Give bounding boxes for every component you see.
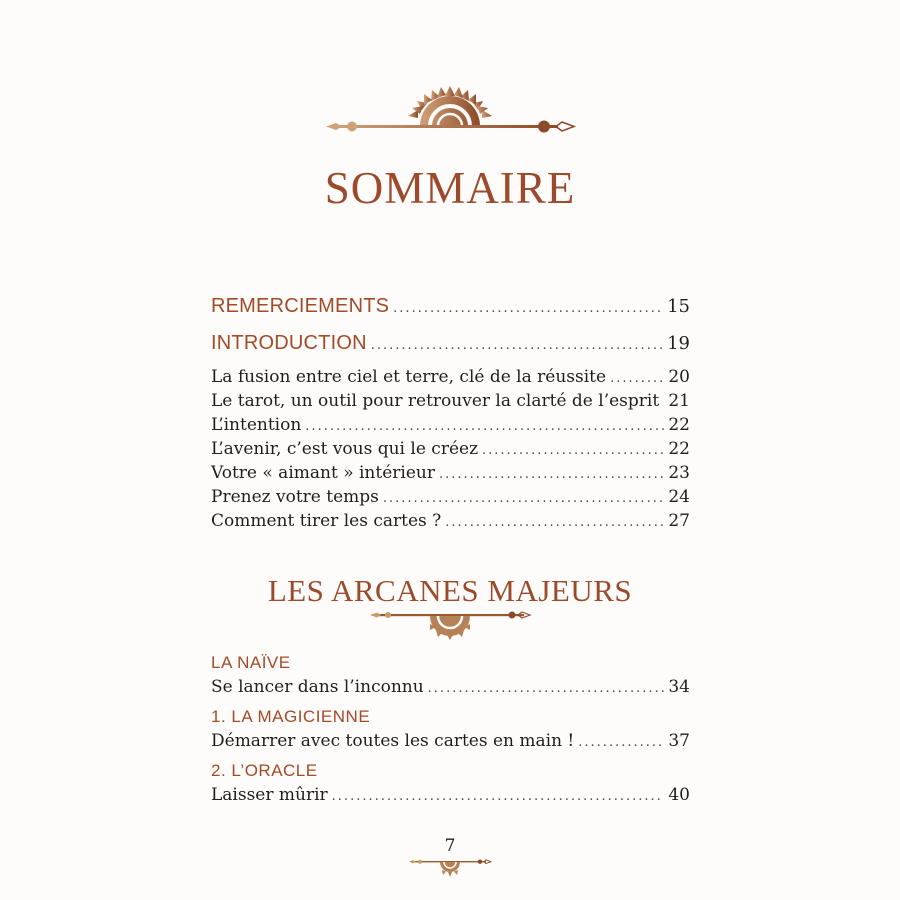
toc-intro-block <box>211 294 690 318</box>
page-number: 27 <box>668 511 690 531</box>
sun-ornament-icon <box>368 606 532 642</box>
toc-entry[interactable] <box>211 413 690 437</box>
toc-entry-introduction[interactable] <box>211 331 690 355</box>
toc-introduction-block <box>211 331 690 533</box>
toc-entry-label: La fusion entre ciel et terre, clé de la réussite <box>211 367 607 387</box>
section-title: LES ARCANES MAJEURS <box>267 573 633 608</box>
page-folio: 7 <box>444 836 456 856</box>
toc-heading-label: REMERCIEMENTS <box>211 295 390 317</box>
toc-entry-label: L’avenir, c’est vous qui le créez <box>211 439 479 459</box>
leader-dots <box>305 415 664 439</box>
toc-entry-label: Se lancer dans l’inconnu <box>211 677 424 697</box>
page-number: 20 <box>668 367 690 387</box>
page-number: 37 <box>668 731 690 751</box>
toc-entry-label: Prenez votre temps <box>211 487 379 507</box>
toc-entry[interactable] <box>211 729 690 753</box>
leader-dots <box>610 367 664 391</box>
toc-entry[interactable] <box>211 365 690 389</box>
toc-entry[interactable] <box>211 437 690 461</box>
page-number: 23 <box>668 463 690 483</box>
toc-entry-label: Le tarot, un outil pour retrouver la clarté de l’esprit <box>211 391 660 411</box>
folio-ornament-icon <box>408 856 492 878</box>
toc-entry-label: L’intention <box>211 415 302 435</box>
toc-entry-remerciements[interactable] <box>211 294 690 318</box>
leader-dots <box>578 731 664 755</box>
toc-heading-label: INTRODUCTION <box>211 332 367 354</box>
page-number: 24 <box>668 487 690 507</box>
page-number: 21 <box>668 391 690 411</box>
toc-entry-label: Laisser mûrir <box>211 785 328 805</box>
arcane-heading[interactable]: LA NAÏVE <box>211 653 291 672</box>
page-number: 40 <box>668 785 690 805</box>
leader-dots <box>428 677 664 701</box>
arcane-heading[interactable]: 1. LA MAGICIENNE <box>211 707 371 726</box>
toc-entry[interactable] <box>211 675 690 699</box>
sun-ornament-icon <box>322 82 578 138</box>
leader-dots <box>332 785 664 809</box>
page-number: 22 <box>668 439 690 459</box>
page-number: 34 <box>668 677 690 697</box>
arcane-heading[interactable]: 2. L’ORACLE <box>211 761 318 780</box>
toc-entry[interactable] <box>211 509 690 533</box>
leader-dots <box>393 297 663 321</box>
leader-dots <box>371 334 663 358</box>
page-number: 15 <box>667 296 690 317</box>
leader-dots <box>383 487 664 511</box>
toc-entry[interactable] <box>211 389 690 413</box>
leader-dots <box>439 463 664 487</box>
toc-entry[interactable] <box>211 461 690 485</box>
page-number: 19 <box>667 333 690 354</box>
toc-arcanes-block <box>211 651 690 807</box>
leader-dots <box>482 439 664 463</box>
toc-entry[interactable] <box>211 485 690 509</box>
page-title: SOMMAIRE <box>324 163 576 213</box>
toc-entry-label: Votre « aimant » intérieur <box>211 463 435 483</box>
leader-dots <box>445 511 664 535</box>
toc-entry[interactable] <box>211 783 690 807</box>
toc-entry-label: Démarrer avec toutes les cartes en main ! <box>211 731 575 751</box>
page-number: 22 <box>668 415 690 435</box>
toc-entry-label: Comment tirer les cartes ? <box>211 511 442 531</box>
